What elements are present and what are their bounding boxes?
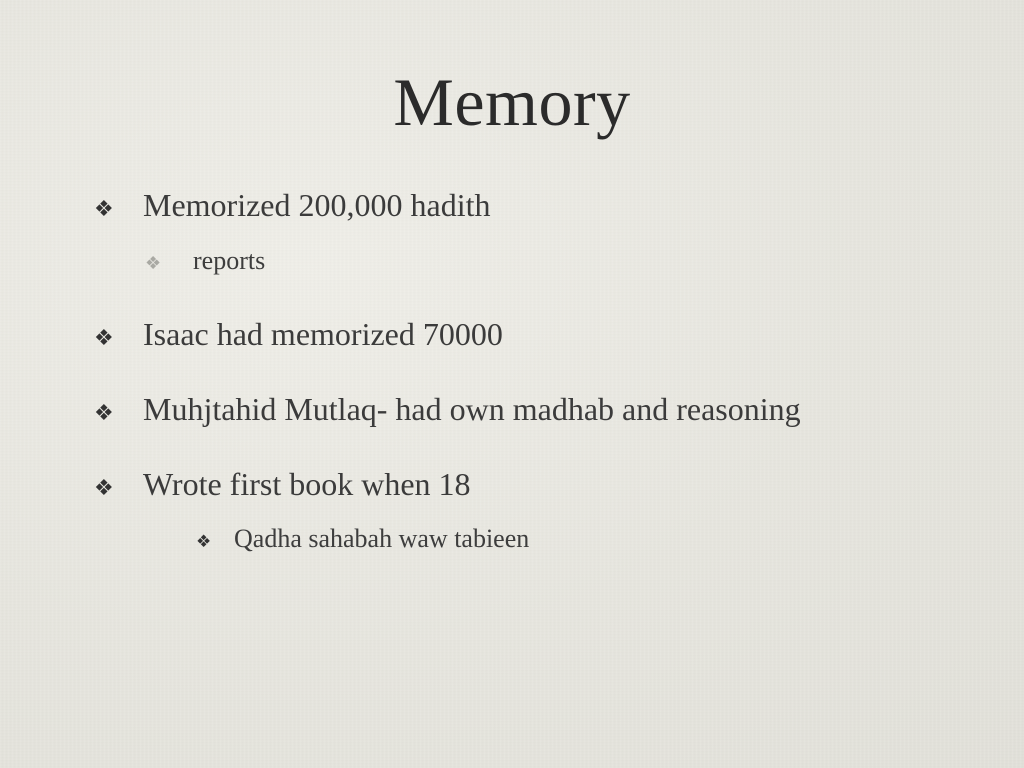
bullet-text: Memorized 200,000 hadith (143, 187, 491, 223)
diamond-bullet-icon: ❖ (94, 325, 114, 350)
bullet-item (94, 314, 503, 358)
bullet-text: Isaac had memorized 70000 (143, 316, 503, 352)
bullet-text: Wrote first book when 18 (143, 466, 471, 502)
slide-title: Memory (393, 64, 631, 140)
diamond-bullet-icon: ❖ (145, 253, 162, 273)
sub-bullet-item (196, 522, 529, 559)
bullet-text: Muhjtahid Mutlaq- had own madhab and reasoning (143, 391, 801, 427)
diamond-bullet-icon: ❖ (94, 400, 114, 425)
sub-bullet-text: Qadha sahabah waw tabieen (234, 524, 530, 553)
bullet-item (94, 464, 471, 508)
sub-bullet-text: reports (193, 246, 266, 275)
diamond-bullet-icon: ❖ (94, 196, 114, 221)
bullet-item (94, 389, 801, 433)
bullet-item (94, 185, 490, 229)
diamond-bullet-icon: ❖ (196, 532, 212, 551)
diamond-bullet-icon: ❖ (94, 475, 114, 500)
sub-bullet-item (145, 244, 265, 280)
